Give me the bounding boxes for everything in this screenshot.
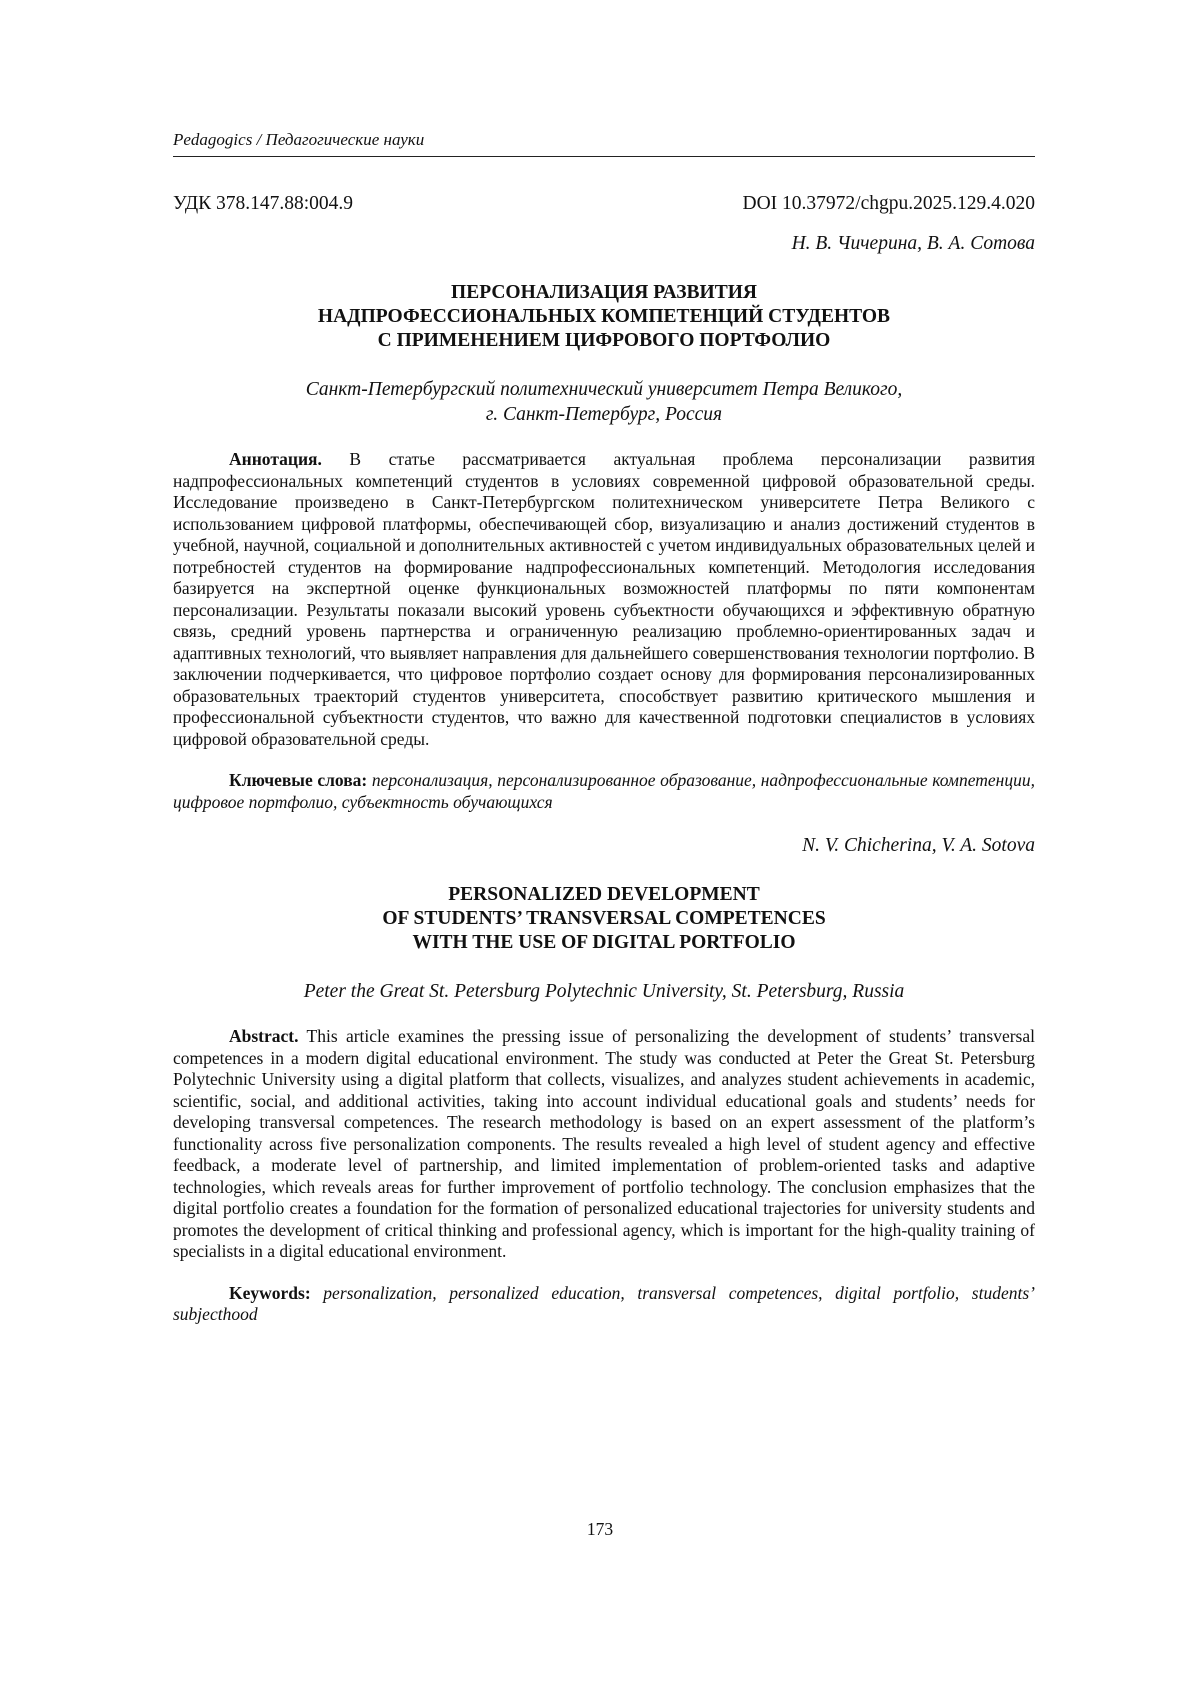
keywords-en-text: personalization, personalized education, transversal competences, digital portfolio, students’ subjecthood [173, 1282, 1035, 1324]
abstract-en-text: This article examines the pressing issue of personalizing the development of students’ transversal competences in a modern digital educational environment. The study was conducted at Peter the Great St. Petersburg Polytechnic University using a digital platform that collects, visualizes, and analyzes student achievements in academic, scientific, social, and additional activities, taking into account individual educational goals and students’ needs for developing transversal competences. The research methodology is based on an expert assessment of the platform’s functionality across five personalization components. The results revealed a high level of student agency and effective feedback, a moderate level of partnership, and limited implementation of problem-oriented tasks and adaptive technologies, which reveals areas for further improvement of portfolio technology. The conclusion emphasizes that the digital portfolio creates a foundation for the formation of personalized educational trajectories for university students and promotes the development of critical thinking and professional agency, which is important for the high-quality training of specialists in a digital educational environment. [173, 1026, 1035, 1261]
abstract-en-label: Abstract. [229, 1026, 299, 1046]
page-number: 173 [586, 1519, 614, 1539]
title-en-line-1: PERSONALIZED DEVELOPMENT [448, 884, 760, 905]
meta-row [173, 193, 1035, 215]
abstract-ru-text: В статье рассматривается актуальная проблема персонализации развития надпрофессиональных компетенций студентов в условиях современной цифровой образовательной среды. Исследование произведено в Санкт-Петербургском политехническом университете Петра Великого с использованием цифровой платформы, обеспечивающей сбор, визуализацию и анализ достижений студентов в учебной, научной, социальной и дополнительных активностей с учетом индивидуальных образовательных целей и потребностей студентов на формирование надпрофессиональных компетенций. Методология исследования базируется на экспертной оценке функциональных возможностей платформы по пяти компонентам персонализации. Результаты показали высокий уровень субъектности обучающихся и эффективную обратную связь, средний уровень партнерства и ограниченную реализацию проблемно-ориентированных задач и адаптивных технологий, что выявляет направления для дальнейшего совершенствования технологии портфолио. В заключении подчеркивается, что цифровое портфолио создает основу для формирования персонализированных образовательных траекторий студентов университета, способствует развитию критического мышления и профессиональной субъектности студентов, что важно для качественной подготовки специалистов в условиях цифровой образовательной среды. [173, 449, 1035, 749]
title-en [173, 883, 1035, 955]
abstract-ru [173, 449, 1035, 750]
abstract-en [173, 1026, 1035, 1263]
keywords-ru-text: персонализация, персонализированное образование, надпрофессиональные компетенции, цифровое портфолио, субъектность обучающихся [173, 770, 1035, 812]
abstract-ru-label: Аннотация. [229, 449, 322, 469]
authors-ru: Н. В. Чичерина, В. А. Сотова [791, 233, 1035, 254]
keywords-ru-label: Ключевые слова: [229, 770, 368, 790]
title-en-line-2: OF STUDENTS’ TRANSVERSAL COMPETENCES [382, 908, 826, 929]
title-en-line-3: WITH THE USE OF DIGITAL PORTFOLIO [412, 932, 796, 953]
keywords-ru [173, 770, 1035, 813]
running-head: Pedagogics / Педагогические науки [173, 130, 1035, 157]
paper-page [173, 130, 1035, 1326]
title-ru-line-2: НАДПРОФЕССИОНАЛЬНЫХ КОМПЕТЕНЦИЙ СТУДЕНТОВ [317, 306, 891, 327]
title-ru [173, 281, 1035, 353]
affiliation-ru-line-1: Санкт-Петербургский политехнический университет Петра Великого, [305, 379, 903, 400]
udc-code: УДК 378.147.88:004.9 [173, 193, 354, 214]
keywords-en [173, 1283, 1035, 1326]
keywords-en-label: Keywords: [229, 1282, 311, 1303]
authors-en: N. V. Chicherina, V. A. Sotova [802, 835, 1035, 856]
title-ru-line-1: ПЕРСОНАЛИЗАЦИЯ РАЗВИТИЯ [451, 282, 757, 303]
affiliation-en: Peter the Great St. Petersburg Polytechnic University, St. Petersburg, Russia [303, 981, 905, 1002]
affiliation-ru [173, 377, 1035, 427]
affiliation-ru-line-2: г. Санкт-Петербург, Россия [485, 404, 723, 425]
title-ru-line-3: С ПРИМЕНЕНИЕМ ЦИФРОВОГО ПОРТФОЛИО [377, 330, 831, 351]
doi[interactable]: DOI 10.37972/chgpu.2025.129.4.020 [742, 193, 1035, 214]
